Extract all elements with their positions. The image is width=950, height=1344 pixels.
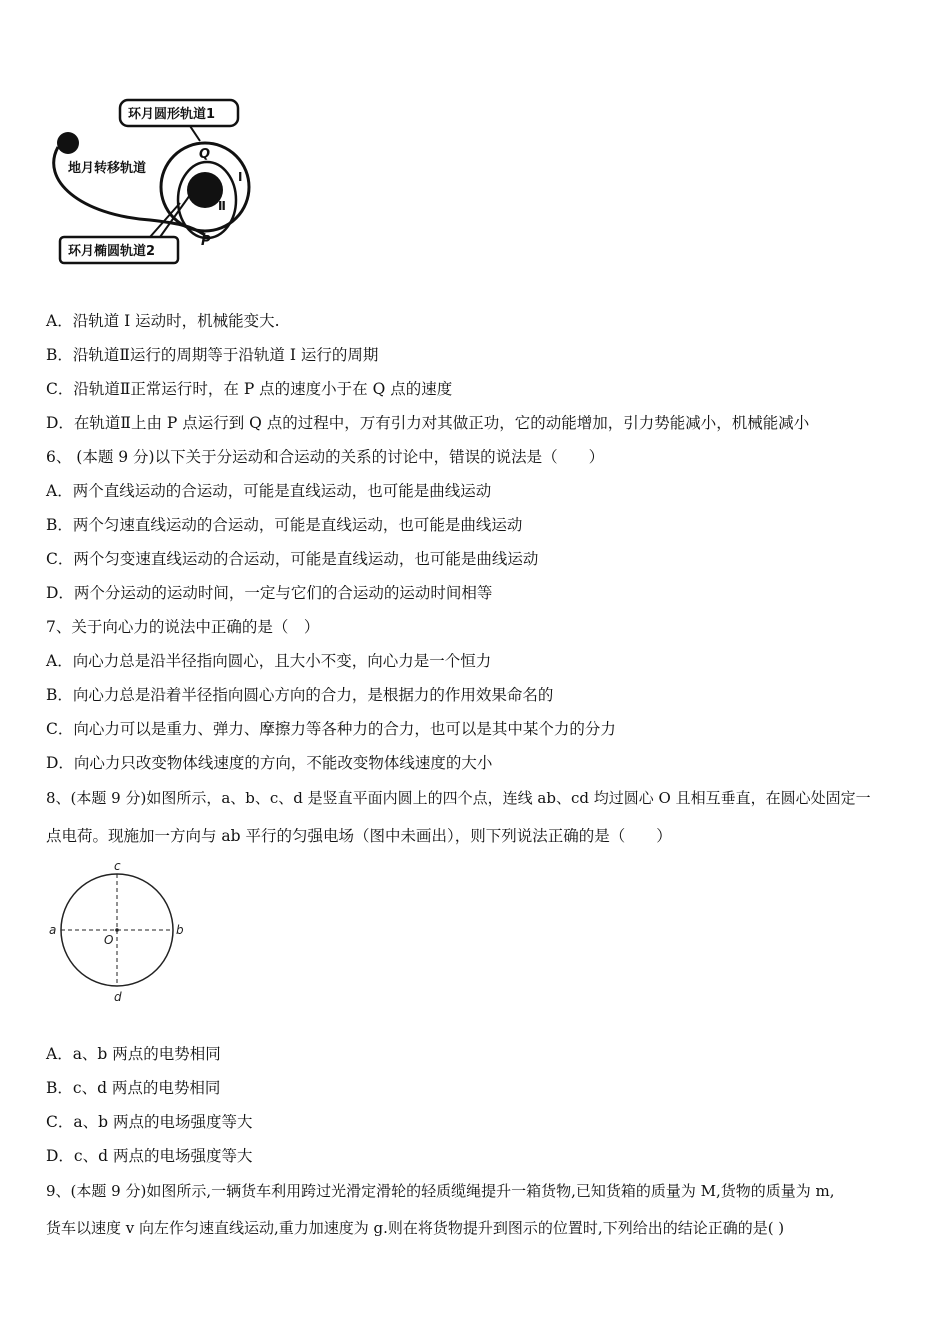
q6-option-b: B．两个匀速直线运动的合运动，可能是直线运动，也可能是曲线运动 (46, 516, 523, 534)
q5-option-b: B．沿轨道Ⅱ运行的周期等于沿轨道 I 运行的周期 (46, 346, 379, 364)
transfer-label: 地月转移轨道 (68, 161, 147, 176)
point-Q-label: Q (199, 147, 211, 162)
point-a-label: a (49, 923, 57, 937)
q7-option-b: B．向心力总是沿着半径指向圆心方向的合力，是根据力的作用效果命名的 (46, 686, 554, 704)
q6-option-c: C．两个匀变速直线运动的合运动，可能是直线运动，也可能是曲线运动 (46, 550, 539, 568)
q8-stem-line2: 点电荷。现施加一方向与 ab 平行的匀强电场（图中未画出），则下列说法正确的是（ ） (46, 827, 672, 845)
q8-option-a: A．a、b 两点的电势相同 (46, 1045, 221, 1063)
orbit-II-label: Ⅱ (218, 199, 226, 213)
q8-option-d: D．c、d 两点的电场强度等大 (46, 1147, 253, 1165)
point-d-label: d (114, 990, 122, 1004)
q5-option-a: A．沿轨道 I 运动时，机械能变大. (46, 312, 280, 330)
q8-option-c: C．a、b 两点的电场强度等大 (46, 1113, 253, 1131)
circle-figure (44, 858, 194, 1008)
q9-stem-line2: 货车以速度 v 向左作匀速直线运动,重力加速度为 g.则在将货物提升到图示的位置时,下列给出的结论正确的是( ) (46, 1219, 785, 1237)
orbit2-label: 环月椭圆轨道2 (68, 244, 156, 259)
q8-option-b: B．c、d 两点的电势相同 (46, 1079, 221, 1097)
point-O-label: O (104, 933, 114, 947)
q9-stem-line1: 9、(本题 9 分)如图所示,一辆货车利用跨过光滑定滑轮的轻质缆绳提升一箱货物,已知货箱的质量为 M,货物的质量为 m, (46, 1182, 835, 1200)
q7-option-d: D．向心力只改变物体线速度的方向，不能改变物体线速度的大小 (46, 754, 493, 772)
earth-shape (57, 132, 79, 154)
center-point (115, 928, 119, 932)
orbit-I-label: I (238, 170, 243, 184)
orbit1-label: 环月圆形轨道1 (128, 107, 216, 122)
point-b-label: b (176, 923, 184, 937)
q8-stem-line1: 8、(本题 9 分)如图所示，a、b、c、d 是竖直平面内圆上的四个点，连线 ab、cd 均过圆心 O 且相互垂直，在圆心处固定一 (46, 789, 871, 807)
q6-option-d: D．两个分运动的运动时间，一定与它们的合运动的运动时间相等 (46, 584, 493, 602)
point-P-label: P (201, 234, 211, 249)
q7-option-a: A．向心力总是沿半径指向圆心，且大小不变，向心力是一个恒力 (46, 652, 492, 670)
q5-option-d: D．在轨道Ⅱ上由 P 点运行到 Q 点的过程中，万有引力对其做正功，它的动能增加，引力势能减小，机械能减小 (46, 414, 810, 432)
q7-stem: 7、关于向心力的说法中正确的是（ ） (46, 618, 320, 636)
q5-option-c: C．沿轨道Ⅱ正常运行时，在 P 点的速度小于在 Q 点的速度 (46, 380, 453, 398)
lunar-orbit-figure (40, 95, 260, 275)
q6-stem: 6、 (本题 9 分)以下关于分运动和合运动的关系的讨论中，错误的说法是（ ） (46, 448, 605, 466)
q6-option-a: A．两个直线运动的合运动，可能是直线运动，也可能是曲线运动 (46, 482, 492, 500)
q7-option-c: C．向心力可以是重力、弹力、摩擦力等各种力的合力，也可以是其中某个力的分力 (46, 720, 616, 738)
point-c-label: c (114, 859, 121, 873)
